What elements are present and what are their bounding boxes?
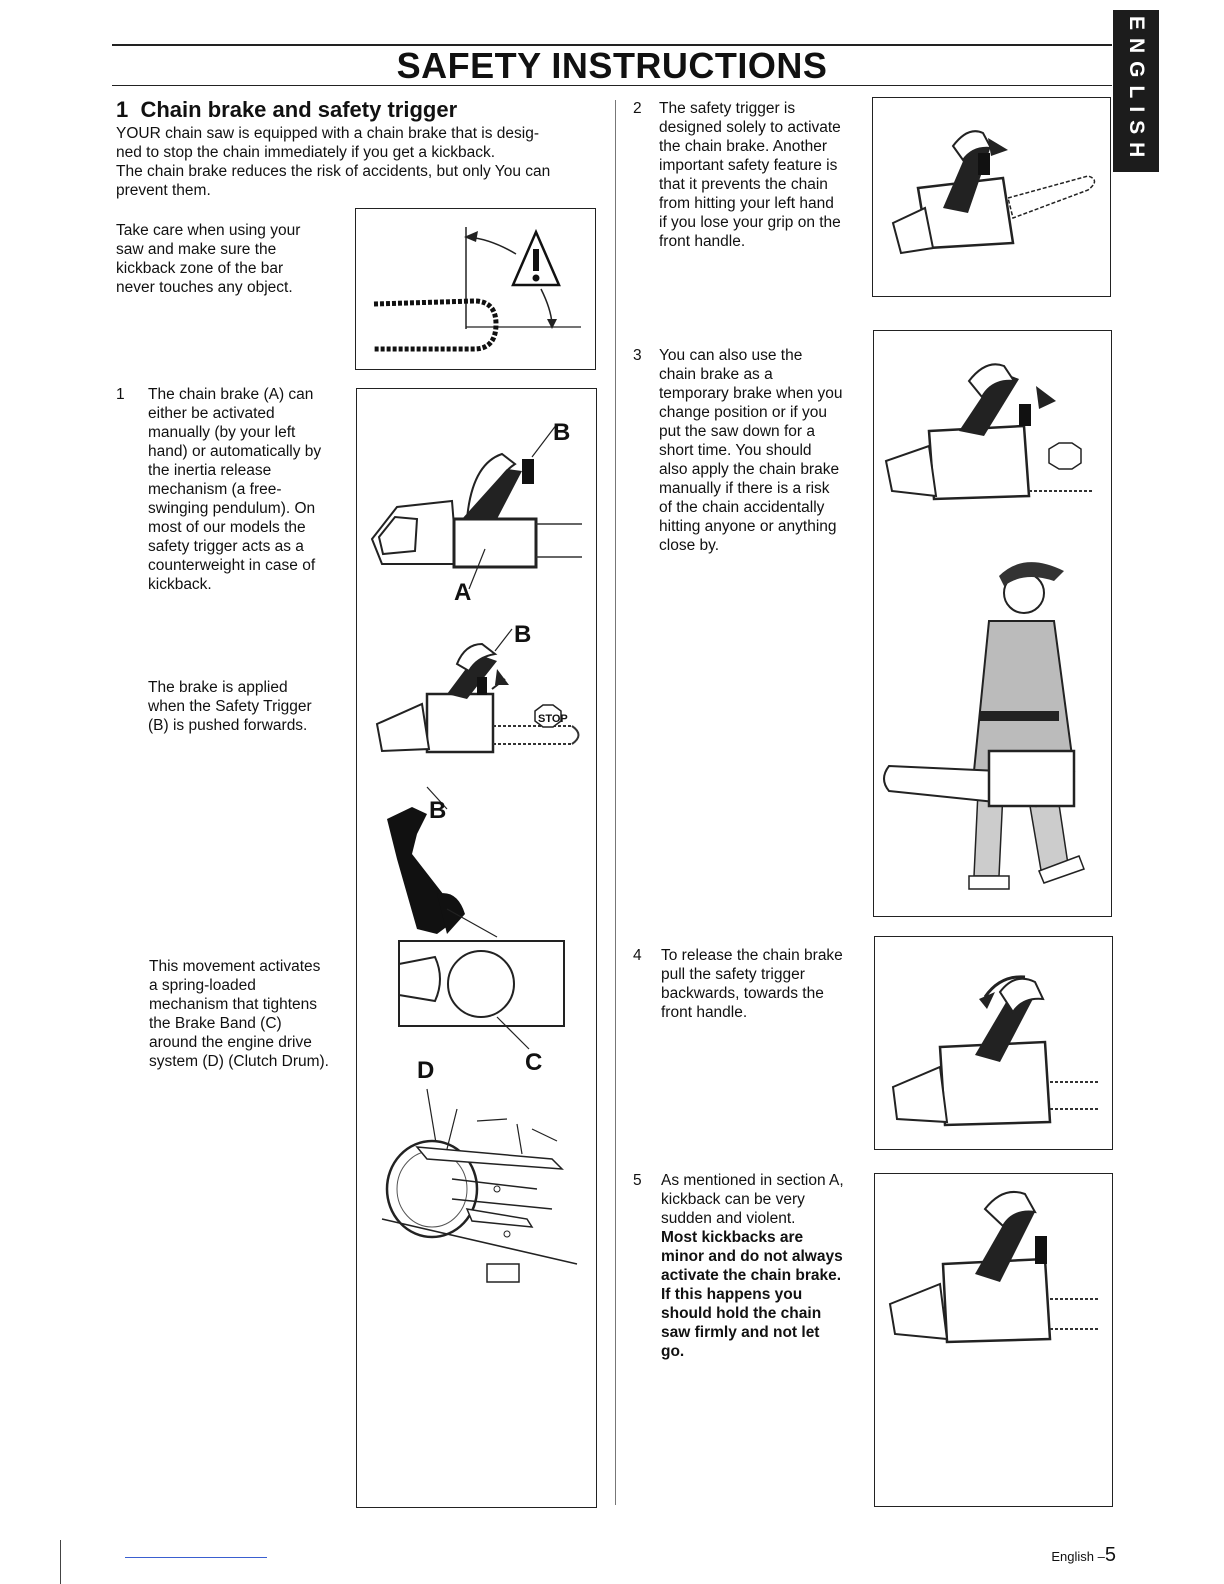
item-number: 2 <box>633 100 642 117</box>
item5-warning-line: minor and do not always <box>661 1248 843 1265</box>
item3-line: chain brake as a <box>659 366 773 383</box>
label-c: C <box>525 1049 543 1076</box>
intro-line: prevent them. <box>116 182 211 199</box>
page-title: SAFETY INSTRUCTIONS <box>396 45 828 86</box>
note-line: never touches any object. <box>116 279 293 296</box>
intro-line: The chain brake reduces the risk of accidents, but only You can <box>116 163 551 180</box>
item2-line: if you lose your grip on the <box>659 214 841 231</box>
item4-line: pull the safety trigger <box>661 966 805 983</box>
movement-line: the Brake Band (C) <box>149 1015 282 1032</box>
item2-line: that it prevents the chain <box>659 176 828 193</box>
note-line: Take care when using your <box>116 222 301 239</box>
item3-line: of the chain accidentally <box>659 499 825 516</box>
trigger-closeup-illustration <box>387 787 564 1049</box>
item1-text <box>148 385 348 594</box>
hand-guard-figure <box>872 97 1111 297</box>
item1-line: swinging pendulum). On <box>148 500 316 517</box>
item1-line: hand) or automatically by <box>148 443 322 460</box>
movement-line: mechanism that tightens <box>149 996 318 1013</box>
item-number: 3 <box>633 347 642 364</box>
kickback-zone-figure <box>355 208 596 370</box>
item1-line: manually (by your left <box>148 424 296 441</box>
item3-line: also apply the chain brake <box>659 461 840 478</box>
label-d: D <box>417 1057 435 1084</box>
clutch-drum-illustration <box>382 1089 577 1282</box>
item1-line: safety trigger acts as a <box>148 538 304 555</box>
item1-line: the inertia release <box>148 462 272 479</box>
item2-line: The safety trigger is <box>659 100 796 117</box>
item1-line: mechanism (a free- <box>148 481 282 498</box>
margin-line <box>60 1540 61 1584</box>
item1-line: counterweight in case of <box>148 557 316 574</box>
item3-line: short time. You should <box>659 442 812 459</box>
item2-line: front handle. <box>659 233 746 250</box>
item5-warning-line: go. <box>661 1343 685 1360</box>
movement-line: around the engine drive <box>149 1034 312 1051</box>
item-number: 5 <box>633 1172 642 1189</box>
page-number: 5 <box>1104 1544 1116 1566</box>
item2-line: designed solely to activate <box>659 119 841 136</box>
item2-text <box>659 99 869 251</box>
item3-line: You can also use the <box>659 347 803 364</box>
item5-warning-line: should hold the chain <box>661 1305 822 1322</box>
intro-paragraph <box>116 124 596 200</box>
stop-sign-label: STOP <box>538 713 568 725</box>
kickback-note <box>116 221 346 297</box>
item2-line: important safety feature is <box>659 157 838 174</box>
item3-line: hitting anyone or anything <box>659 518 837 535</box>
intro-line: ned to stop the chain immediately if you get a kickback. <box>116 144 496 161</box>
blue-rule <box>125 1557 267 1558</box>
column-divider <box>615 100 616 1505</box>
item4-line: backwards, towards the <box>661 985 824 1002</box>
item1-line: either be activated <box>148 405 275 422</box>
kickback-grip-figure <box>874 1173 1113 1507</box>
movement-line: system (D) (Clutch Drum). <box>149 1053 329 1070</box>
brake-line: The brake is applied <box>148 679 288 696</box>
item5-line: kickback can be very <box>661 1191 805 1208</box>
item2-line: from hitting your left hand <box>659 195 834 212</box>
brake-line: (B) is pushed forwards. <box>148 717 308 734</box>
brake-applied-text <box>148 678 348 735</box>
release-brake-figure <box>874 936 1113 1150</box>
walking-operator-figure <box>873 330 1112 917</box>
item1-line: most of our models the <box>148 519 306 536</box>
intro-line: YOUR chain saw is equipped with a chain brake that is desig- <box>116 125 540 142</box>
chain-brake-figure-panel <box>356 388 597 1508</box>
note-line: kickback zone of the bar <box>116 260 284 277</box>
section-title: Chain brake and safety trigger <box>140 97 458 122</box>
item3-line: change position or if you <box>659 404 828 421</box>
item3-text <box>659 346 869 555</box>
item2-line: the chain brake. Another <box>659 138 828 155</box>
item3-line: put the saw down for a <box>659 423 815 440</box>
note-line: saw and make sure the <box>116 241 277 258</box>
footer-label: English – <box>1051 1549 1105 1564</box>
saw-illustration-ab <box>372 424 582 589</box>
section-number: 1 <box>116 97 129 122</box>
label-b: B <box>514 621 532 648</box>
label-a: A <box>454 579 472 606</box>
item5-line: As mentioned in section A, <box>661 1172 844 1189</box>
saw-illustration-stop <box>377 629 579 752</box>
header-rule-bottom <box>112 85 1112 86</box>
brake-line: when the Safety Trigger <box>148 698 312 715</box>
item5-warning-line: If this happens you <box>661 1286 803 1303</box>
item5-warning-line: saw firmly and not let <box>661 1324 820 1341</box>
item5-warning-line: Most kickbacks are <box>661 1229 804 1246</box>
page-footer <box>1051 1544 1116 1567</box>
item-number: 4 <box>633 947 642 964</box>
item4-text <box>661 946 871 1022</box>
item5-line: sudden and violent. <box>661 1210 796 1227</box>
item4-line: front handle. <box>661 1004 748 1021</box>
item1-line: kickback. <box>148 576 212 593</box>
language-tab-label: ENGLISH <box>1125 16 1148 166</box>
section-heading <box>116 96 457 124</box>
item-number: 1 <box>116 386 125 403</box>
language-tab <box>1113 10 1159 172</box>
item5-warning-line: activate the chain brake. <box>661 1267 842 1284</box>
item3-line: manually if there is a risk <box>659 480 830 497</box>
movement-text <box>149 957 354 1071</box>
item3-line: close by. <box>659 537 720 554</box>
movement-line: a spring-loaded <box>149 977 256 994</box>
item3-line: temporary brake when you <box>659 385 843 402</box>
item1-line: The chain brake (A) can <box>148 386 314 403</box>
movement-line: This movement activates <box>149 958 321 975</box>
label-b: B <box>429 797 447 824</box>
label-b: B <box>553 419 571 446</box>
item4-line: To release the chain brake <box>661 947 843 964</box>
item5-text <box>661 1171 871 1361</box>
